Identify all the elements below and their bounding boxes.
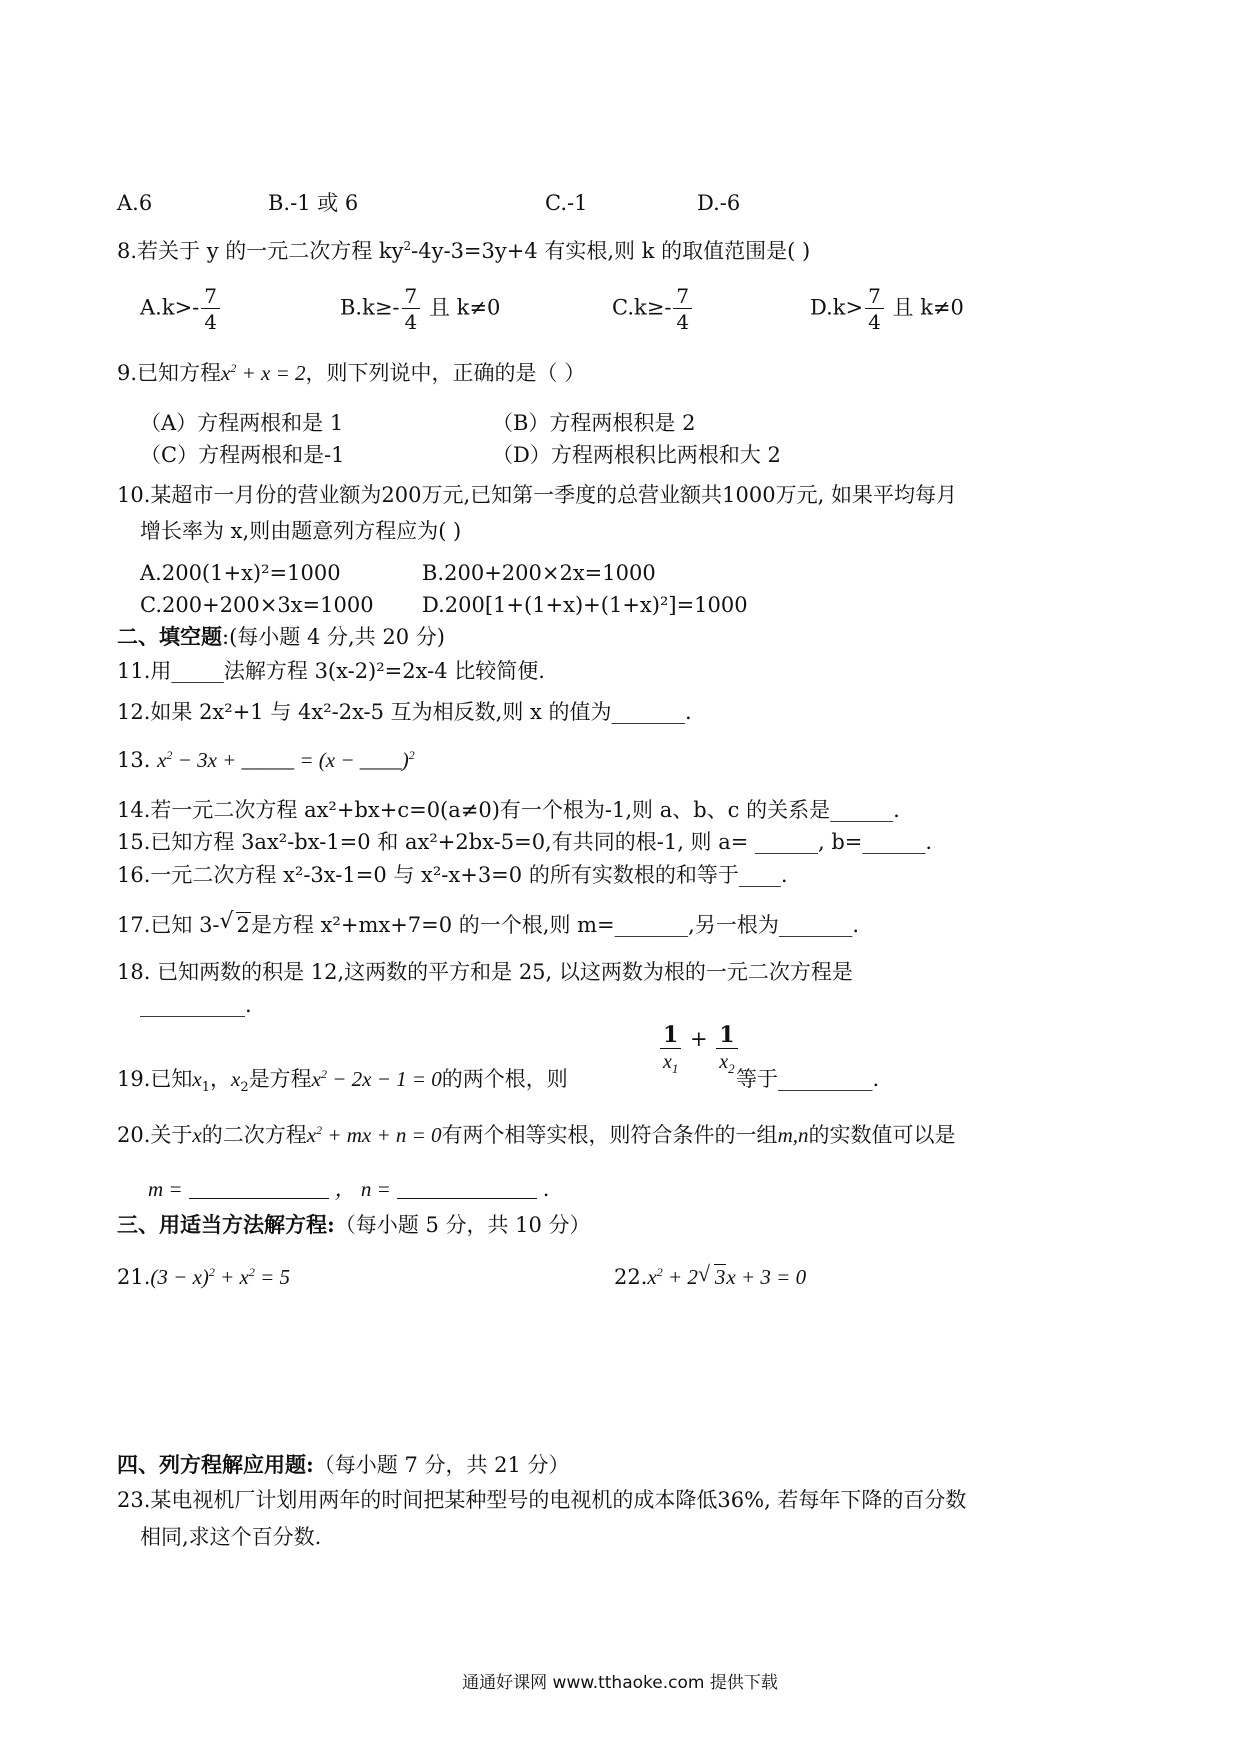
q20-n-label: ， n = [334,1177,391,1201]
q19-frac-1 [660,1022,681,1076]
q19-frac-2 [716,1022,737,1076]
q19-post: 等于_________. [736,1067,880,1091]
page-footer: 通通好课网 www.tthaoke.com 提供下载 [462,1673,778,1693]
plus-sign: + [690,1027,708,1051]
q21-eq-b: + x [214,1265,249,1289]
frac-den [660,1049,681,1076]
section-2-title: 二、填空题 [117,624,222,649]
q21 [117,1262,290,1292]
q20-eq-post: + mx + n = 0 [322,1123,442,1147]
q22-sqrt [698,1262,727,1292]
q9-eq-x: x [221,361,231,385]
q8-option-b [340,286,500,332]
q7-option-b: B.-1 或 6 [268,191,359,215]
q19-sep: ， [210,1067,232,1091]
frac-den: 4 [204,310,217,334]
q8-d-fraction [865,286,884,332]
q21-eq-c: = 5 [254,1265,291,1289]
frac-num: 7 [402,286,421,309]
q22-post: x + 3 = 0 [726,1265,807,1289]
q13-rest: − 3x + _____ = (x − ____) [172,748,409,772]
q10-option-d: D.200[1+(1+x)+(1+x)²]=1000 [422,593,748,617]
q19-eq-x: x [311,1067,321,1091]
q21-eq [150,1265,290,1289]
q17 [117,910,859,940]
q19-den-x2: x [719,1051,729,1073]
q8-c-fraction [673,286,692,332]
frac-num: 1 [660,1024,681,1049]
q22-eq [647,1261,807,1289]
q19-den-x1: x [662,1051,672,1073]
q8-b-cond: 且 k≠0 [428,295,501,320]
q8-d-text: D.k> [810,295,864,320]
q13 [117,745,415,775]
frac-den: 4 [676,310,690,334]
q21-sup-b: 2 [248,1265,255,1279]
q19-sub2: 2 [240,1080,249,1095]
q9-eq-post: + x = 2 [236,361,306,385]
q22-x: x [647,1265,657,1289]
q7-option-a: A.6 [117,191,153,215]
q18-line1: 18. 已知两数的积是 12,这两数的平方和是 25, 以这两数为根的一元二次方程是 [117,960,853,984]
q21-eq-a: (3 − x) [150,1265,209,1289]
q9-option-c: （C）方程两根和是-1 [140,443,345,467]
q20-mid: 的二次方程 [201,1123,307,1147]
section-3-note: （每小题 5 分，共 10 分） [334,1213,591,1237]
q18-line2: __________. [140,993,252,1017]
q19-mid2: 的两个根，则 [441,1067,568,1091]
q19-eq-sup: 2 [320,1067,327,1081]
q7-option-c: C.-1 [545,191,588,215]
q19-mid: 是方程 [248,1067,312,1091]
radicand: 3 [714,1265,726,1289]
q8-option-d [810,286,964,332]
radicand: 2 [236,913,250,937]
q20-line2 [148,1174,549,1204]
q19-sub1: 1 [201,1080,211,1095]
q20-eq-sup: 2 [316,1123,323,1137]
q8-b-fraction [402,286,421,332]
q23-line1: 23.某电视机厂计划用两年的时间把某种型号的电视机的成本降低36%, 若每年下降的百分数 [117,1488,967,1512]
q8-c-text: C.k≥- [612,295,672,320]
q9-option-b: （B）方程两根积是 2 [492,411,696,435]
q20-m-label: m = [148,1177,183,1201]
q20-x: x [192,1123,202,1147]
q20-pre: 20.关于 [117,1123,193,1147]
q8-sup: 2 [403,239,412,253]
q10-option-a: A.200(1+x)²=1000 [140,561,341,585]
q22 [614,1262,806,1292]
q14: 14.若一元二次方程 ax²+bx+c=0(a≠0)有一个根为-1,则 a、b、c 的关系是______. [117,798,900,822]
q8-stem [117,236,810,266]
q9-eq-sup: 2 [230,361,237,375]
q10-line2: 增长率为 x,则由题意列方程应为( ) [140,519,462,543]
q9-post: ，则下列说中，正确的是（ ） [305,361,586,385]
q8-stem-post: -4y-3=3y+4 有实根,则 k 的取值范围是( ) [411,239,811,263]
q9-eq [221,361,306,385]
frac-num: 1 [716,1024,737,1049]
q20-post: 有两个相等实根，则符合条件的一组 [441,1123,778,1147]
q20-mn: m,n [777,1123,809,1147]
q8-a-fraction [201,286,220,332]
q13-x: x [157,748,167,772]
frac-num: 7 [865,286,884,309]
q21-sup-a: 2 [208,1265,215,1279]
section-3-heading [117,1210,591,1240]
q10-option-b: B.200+200×2x=1000 [422,561,656,585]
q10-line1: 10.某超市一月份的营业额为200万元,已知第一季度的总营业额共1000万元, 如果平均每月 [117,483,957,507]
q20-post2: 的实数值可以是 [808,1123,956,1147]
section-4-heading [117,1450,570,1480]
radical-sign: √ [219,909,234,934]
q9-option-a: （A）方程两根和是 1 [140,411,344,435]
q13-eq [157,748,415,772]
q13-sup-a: 2 [166,748,173,762]
q22-pre: 22. [614,1265,648,1289]
section-2-heading [117,622,445,652]
q22-sup: 2 [656,1265,663,1279]
q12: 12.如果 2x²+1 与 4x²-2x-5 互为相反数,则 x 的值为_______. [117,700,692,724]
q15: 15.已知方程 3ax²-bx-1=0 和 ax²+2bx-5=0,有共同的根-1, 则 a= ______, b=______. [117,830,933,854]
frac-den: 4 [404,310,418,334]
frac-num: 7 [201,286,220,309]
frac-den: 4 [868,310,881,334]
radical-sign: √ [697,1261,710,1286]
frac-num: 7 [673,286,692,309]
q21-pre: 21. [117,1265,151,1289]
frac-den [716,1049,737,1076]
q17-post: 是方程 x²+mx+7=0 的一个根,则 m=_______,另一根为_______. [250,913,859,937]
q19-den-sub1: 1 [671,1061,679,1076]
section-4-title: 四、列方程解应用题: [117,1452,314,1477]
q7-option-d: D.-6 [697,191,741,215]
q8-stem-pre: 8.若关于 y 的一元二次方程 ky [117,239,404,263]
q20-line1 [117,1120,955,1150]
q23-line2: 相同,求这个百分数. [140,1525,322,1549]
section-2-note: :(每小题 4 分,共 20 分) [222,625,445,649]
section-4-note: （每小题 7 分，共 21 分） [313,1453,570,1477]
q20-n-blank [397,1176,537,1199]
q13-sup-b: 2 [408,748,415,762]
q10-option-c: C.200+200×3x=1000 [140,593,374,617]
q8-a-text: A.k>- [140,295,200,320]
q9-option-d: （D）方程两根积比两根和大 2 [492,443,781,467]
q19-x1: x [192,1067,202,1091]
q20-m-blank [189,1176,329,1199]
q19-eq-post: − 2x − 1 = 0 [326,1067,442,1091]
q9-stem [117,358,585,388]
q9-pre: 9.已知方程 [117,361,222,385]
q17-sqrt [220,910,251,940]
q19-frac-sum [658,1022,740,1076]
q19-eq [312,1067,442,1091]
q16: 16.一元二次方程 x²-3x-1=0 与 x²-x+3=0 的所有实数根的和等于____. [117,863,788,887]
section-3-title: 三、用适当方法解方程: [117,1212,335,1237]
q20-eq [307,1123,442,1147]
q8-b-text: B.k≥- [340,295,400,320]
q22-mid: + 2 [662,1265,698,1289]
q8-d-cond: 且 k≠0 [892,295,964,320]
q8-option-a [140,286,222,332]
q20-eq-x: x [306,1123,317,1147]
q13-pre: 13. [117,748,151,772]
q17-pre: 17.已知 3- [117,913,220,937]
q11: 11.用_____法解方程 3(x-2)²=2x-4 比较简便. [117,659,545,683]
q19-x2: x [231,1067,241,1091]
q19-pre: 19.已知 [117,1067,193,1091]
q19 [117,1064,568,1094]
q8-option-c [612,286,694,332]
q20-end: . [542,1177,550,1201]
q19-den-sub2: 2 [728,1061,735,1076]
